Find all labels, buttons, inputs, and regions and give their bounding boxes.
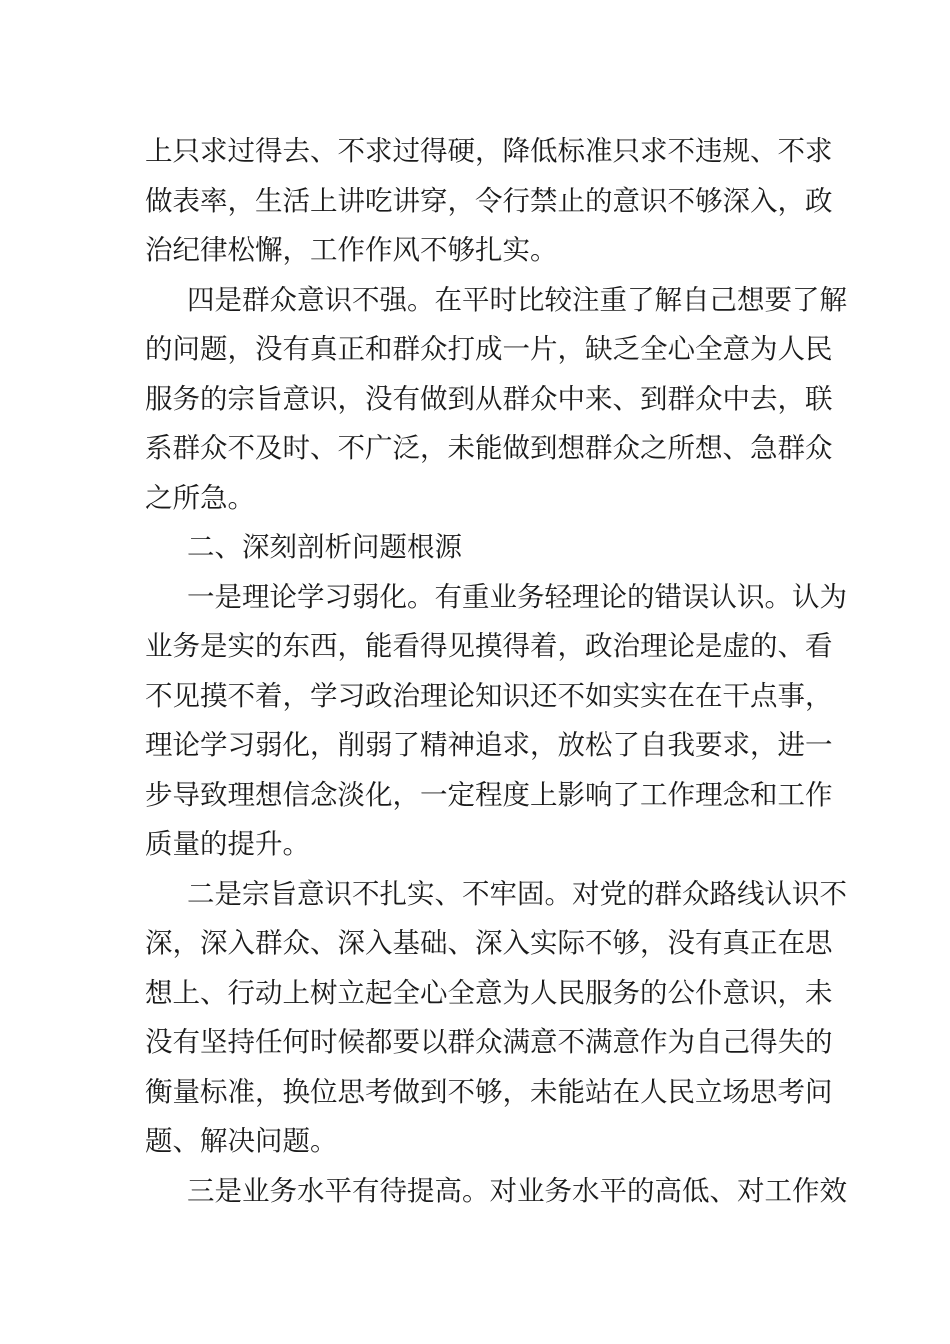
document-body <box>145 127 847 1216</box>
paragraph-4 <box>145 870 847 1167</box>
text-line: 三是业务水平有待提高。对业务水平的高低、对工作效 <box>187 1174 847 1207</box>
text-line: 四是群众意识不强。在平时比较注重了解自己想要了解 <box>187 283 847 316</box>
text-line: 想上、行动上树立起全心全意为人民服务的公仆意识，未 <box>145 976 833 1009</box>
paragraph-3 <box>145 573 847 870</box>
paragraph-1 <box>145 127 833 276</box>
text-line: 深，深入群众、深入基础、深入实际不够，没有真正在思 <box>145 927 833 959</box>
text-line: 题、解决问题。 <box>145 1125 338 1157</box>
text-line: 上只求过得去、不求过得硬，降低标准只求不违规、不求 <box>145 135 833 167</box>
text-line: 衡量标准，换位思考做到不够，未能站在人民立场思考问 <box>145 1075 833 1108</box>
text-line: 服务的宗旨意识，没有做到从群众中来、到群众中去，联 <box>145 382 833 415</box>
paragraph-5 <box>145 1167 847 1217</box>
text-line: 不见摸不着，学习政治理论知识还不如实实在在干点事， <box>145 679 833 712</box>
section-heading <box>145 523 810 573</box>
paragraph-2 <box>145 276 847 524</box>
text-line: 系群众不及时、不广泛，未能做到想群众之所想、急群众 <box>145 432 833 464</box>
text-line: 业务是实的东西，能看得见摸得着，政治理论是虚的、看 <box>145 630 833 662</box>
text-line: 治纪律松懈，工作作风不够扎实。 <box>145 234 558 266</box>
text-line: 做表率，生活上讲吃讲穿，令行禁止的意识不够深入，政 <box>145 184 833 217</box>
text-line: 没有坚持任何时候都要以群众满意不满意作为自己得失的 <box>145 1026 833 1058</box>
text-line: 步导致理想信念淡化，一定程度上影响了工作理念和工作 <box>145 778 833 811</box>
text-line: 二是宗旨意识不扎实、不牢固。对党的群众路线认识不 <box>187 877 847 910</box>
text-line: 一是理论学习弱化。有重业务轻理论的错误认识。认为 <box>187 580 847 613</box>
text-line: 之所急。 <box>145 481 255 514</box>
text-line: 质量的提升。 <box>145 828 310 860</box>
heading-line: 二、深刻剖析问题根源 <box>187 531 462 563</box>
text-line: 的问题，没有真正和群众打成一片，缺乏全心全意为人民 <box>145 333 833 365</box>
text-line: 理论学习弱化，削弱了精神追求，放松了自我要求，进一 <box>145 729 833 761</box>
